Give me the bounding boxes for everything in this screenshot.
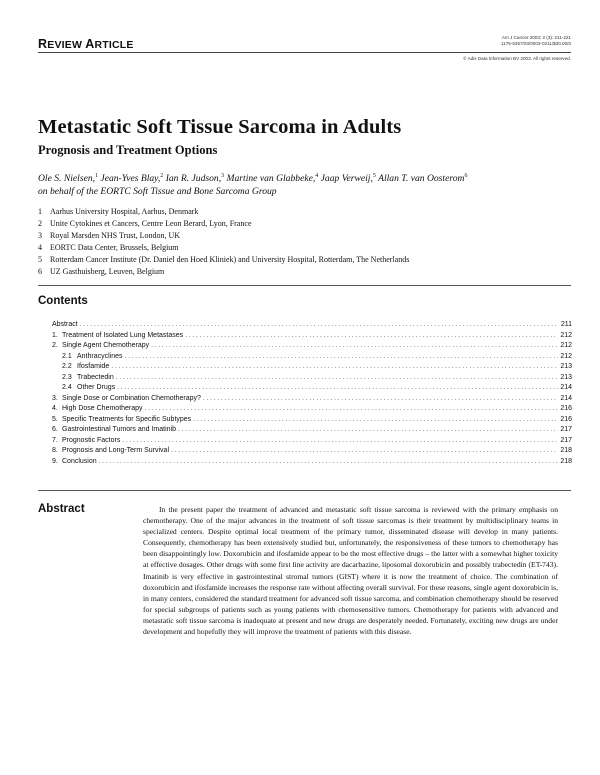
toc-label: Treatment of Isolated Lung Metastases — [62, 331, 184, 339]
toc-number: 2. — [52, 342, 58, 349]
affiliation-item: 2 Unite Cytokines et Cancers, Centre Leon Berard, Lyon, France — [38, 219, 252, 228]
abstract-text: In the present paper the treatment of advanced and metastatic soft tissue sarcoma is reviewed with the primary emphasis on chemotherapy. One of the major advances in the treatment of soft tissue sarcomas is their treatment by multidisciplinary teams in specialized centers. Despite optimal local treatment of the primary tumor, disseminated disease will develop in many patients. Consequently, chemotherapy has been extensively studied but, unfortunately, the responsiveness of these tumors to chemotherapy has been disappointingly low. Doxorubicin and ifosfamide appear to be the most effective drugs – the latter with a somewhat higher toxicity at effective dosages. Other drugs with some first line activity are dacarbazine, liposomal doxorubicin and possibly trabectedin (ET-743). Imatinib is very effective in gastrointestinal stromal tumors (GIST) where it is now the treatment of choice. The combination of doxorubicin and ifosfamide increases the response rate without affecting overall survival. For these reasons, single agent doxorubicin is, in many centers, considered the standard treatment for advanced soft tissue sarcoma, and combination chemotherapy should be reserved for special subgroups of patients such as young patients with chemosensitive tumors. Chemotherapy for patients with advanced and metastatic soft tissue sarcoma is inadequate at present and new drugs are desperately needed. Fortunately, exciting new drugs are under development and hopefully they will improve the treatment of patients with this disease. — [143, 505, 558, 637]
author-name: Jean-Yves Blay, — [98, 173, 161, 185]
toc-leader-dots — [99, 457, 559, 468]
section-tag: REVIEW ARTICLE — [38, 37, 134, 51]
toc-leader-dots — [151, 341, 558, 352]
toc-entry[interactable] — [52, 320, 572, 331]
toc-page-number: 218 — [560, 457, 572, 465]
author-affil-ref: 4 — [315, 173, 319, 179]
affiliation-item: 5 Rotterdam Cancer Institute (Dr. Daniel den Hoed Kliniek) and University Hospital, Rotterdam, The Netherlands — [38, 255, 410, 264]
author-affil-ref: 2 — [160, 173, 164, 179]
toc-page-number: 214 — [560, 384, 572, 391]
toc-label: Trabectedin — [77, 373, 114, 381]
affiliation-item: 4 EORTC Data Center, Brussels, Belgium — [38, 243, 179, 252]
author-affil-ref: 5 — [372, 173, 376, 179]
toc-number: 2.1 — [62, 352, 72, 360]
affiliation-item: 1 Aarhus University Hospital, Aarhus, Denmark — [38, 207, 199, 216]
author-affil-ref: 6 — [464, 173, 468, 179]
toc-entry[interactable] — [52, 436, 572, 447]
toc-label: Abstract — [52, 321, 78, 328]
author-name: Allan T. van Oosterom — [375, 173, 465, 185]
toc-number: 2.4 — [62, 384, 72, 391]
toc-leader-dots — [185, 331, 558, 342]
affiliation-item: 3 Royal Marsden NHS Trust, London, UK — [38, 231, 181, 240]
toc-page-number: 212 — [560, 331, 572, 339]
toc-label: Ifosfamide — [77, 363, 110, 370]
toc-page-number: 212 — [560, 352, 572, 360]
author-block — [38, 170, 568, 198]
author-name: Jaap Verweij, — [318, 173, 373, 185]
toc-leader-dots — [178, 425, 558, 436]
toc-page-number: 212 — [560, 342, 572, 349]
toc-leader-dots — [171, 446, 558, 457]
toc-label: Specific Treatments for Specific Subtypes — [62, 415, 192, 423]
toc-label: Prognosis and Long-Term Survival — [62, 447, 169, 454]
toc-leader-dots — [122, 436, 558, 447]
toc-leader-dots — [203, 394, 558, 405]
author-group: on behalf of the EORTC Soft Tissue and Bone Sarcoma Group — [38, 185, 277, 197]
toc-label: Conclusion — [62, 457, 97, 465]
toc-page-number: 213 — [560, 373, 572, 381]
author-name: Martine van Glabbeke, — [224, 173, 316, 185]
toc-page-number: 213 — [560, 363, 572, 370]
contents-bottom-rule — [38, 490, 571, 491]
toc-leader-dots — [116, 373, 559, 384]
toc-number: 6. — [52, 426, 58, 433]
toc-leader-dots — [80, 320, 559, 331]
toc-entry[interactable] — [52, 362, 572, 373]
contents-top-rule — [38, 285, 571, 286]
toc-page-number: 216 — [560, 415, 572, 423]
toc-page-number: 214 — [560, 394, 572, 402]
toc-page-number: 217 — [560, 436, 572, 444]
toc-number: 2.2 — [62, 363, 72, 370]
author-list — [38, 170, 568, 186]
copyright-notice: © Adis Data Information BV 2003. All rights reserved. — [463, 56, 571, 61]
toc-label: High Dose Chemotherapy — [62, 405, 143, 412]
toc-page-number: 211 — [560, 321, 572, 328]
toc-entry[interactable] — [52, 457, 572, 468]
toc-leader-dots — [125, 352, 559, 363]
toc-leader-dots — [193, 415, 558, 426]
toc-label: Anthracyclines — [77, 352, 123, 360]
toc-page-number: 218 — [560, 447, 572, 454]
toc-entry[interactable] — [52, 415, 572, 426]
toc-leader-dots — [117, 383, 558, 394]
toc-page-number: 217 — [560, 426, 572, 433]
toc-entry[interactable] — [52, 373, 572, 384]
toc-number: 2.3 — [62, 373, 72, 381]
toc-label: Other Drugs — [77, 384, 116, 391]
toc-number: 9. — [52, 457, 58, 465]
affiliation-list — [38, 206, 578, 278]
toc-number: 8. — [52, 447, 58, 454]
toc-leader-dots — [111, 362, 558, 373]
toc-entry[interactable] — [52, 383, 572, 394]
toc-number: 1. — [52, 331, 58, 339]
journal-line-1: Am J Cancer 2003; 2 (3): 211-221 — [501, 35, 571, 40]
toc-label: Gastrointestinal Tumors and Imatinib — [62, 426, 176, 433]
author-affil-ref: 3 — [221, 173, 225, 179]
toc-number: 4. — [52, 405, 58, 412]
toc-entry[interactable] — [52, 404, 572, 415]
contents-heading: Contents — [38, 295, 88, 307]
toc-label: Single Dose or Combination Chemotherapy? — [62, 394, 201, 402]
author-name: Ole S. Nielsen, — [38, 173, 96, 185]
toc-entry[interactable] — [52, 331, 572, 342]
author-name: Ian R. Judson, — [163, 173, 222, 185]
author-affil-ref: 1 — [95, 173, 99, 179]
article-subtitle: Prognosis and Treatment Options — [38, 143, 218, 157]
toc-entry[interactable] — [52, 446, 572, 457]
toc-entry[interactable] — [52, 341, 572, 352]
toc-number: 5. — [52, 415, 58, 423]
journal-line-2: 1175-6357/03/0003-0211/$30.00/0 — [500, 41, 571, 46]
toc-label: Single Agent Chemotherapy — [62, 342, 150, 349]
toc-number: 7. — [52, 436, 58, 444]
journal-citation — [501, 35, 571, 47]
abstract-heading: Abstract — [38, 503, 85, 515]
affiliation-item: 6 UZ Gasthuisberg, Leuven, Belgium — [38, 267, 165, 276]
toc-entry[interactable] — [52, 352, 572, 363]
table-of-contents — [52, 320, 572, 467]
header-rule — [38, 52, 571, 53]
toc-leader-dots — [145, 404, 559, 415]
toc-page-number: 216 — [560, 405, 572, 412]
toc-entry[interactable] — [52, 425, 572, 436]
article-title: Metastatic Soft Tissue Sarcoma in Adults — [38, 116, 402, 138]
toc-label: Prognostic Factors — [62, 436, 121, 444]
toc-entry[interactable] — [52, 394, 572, 405]
toc-number: 3. — [52, 394, 58, 402]
